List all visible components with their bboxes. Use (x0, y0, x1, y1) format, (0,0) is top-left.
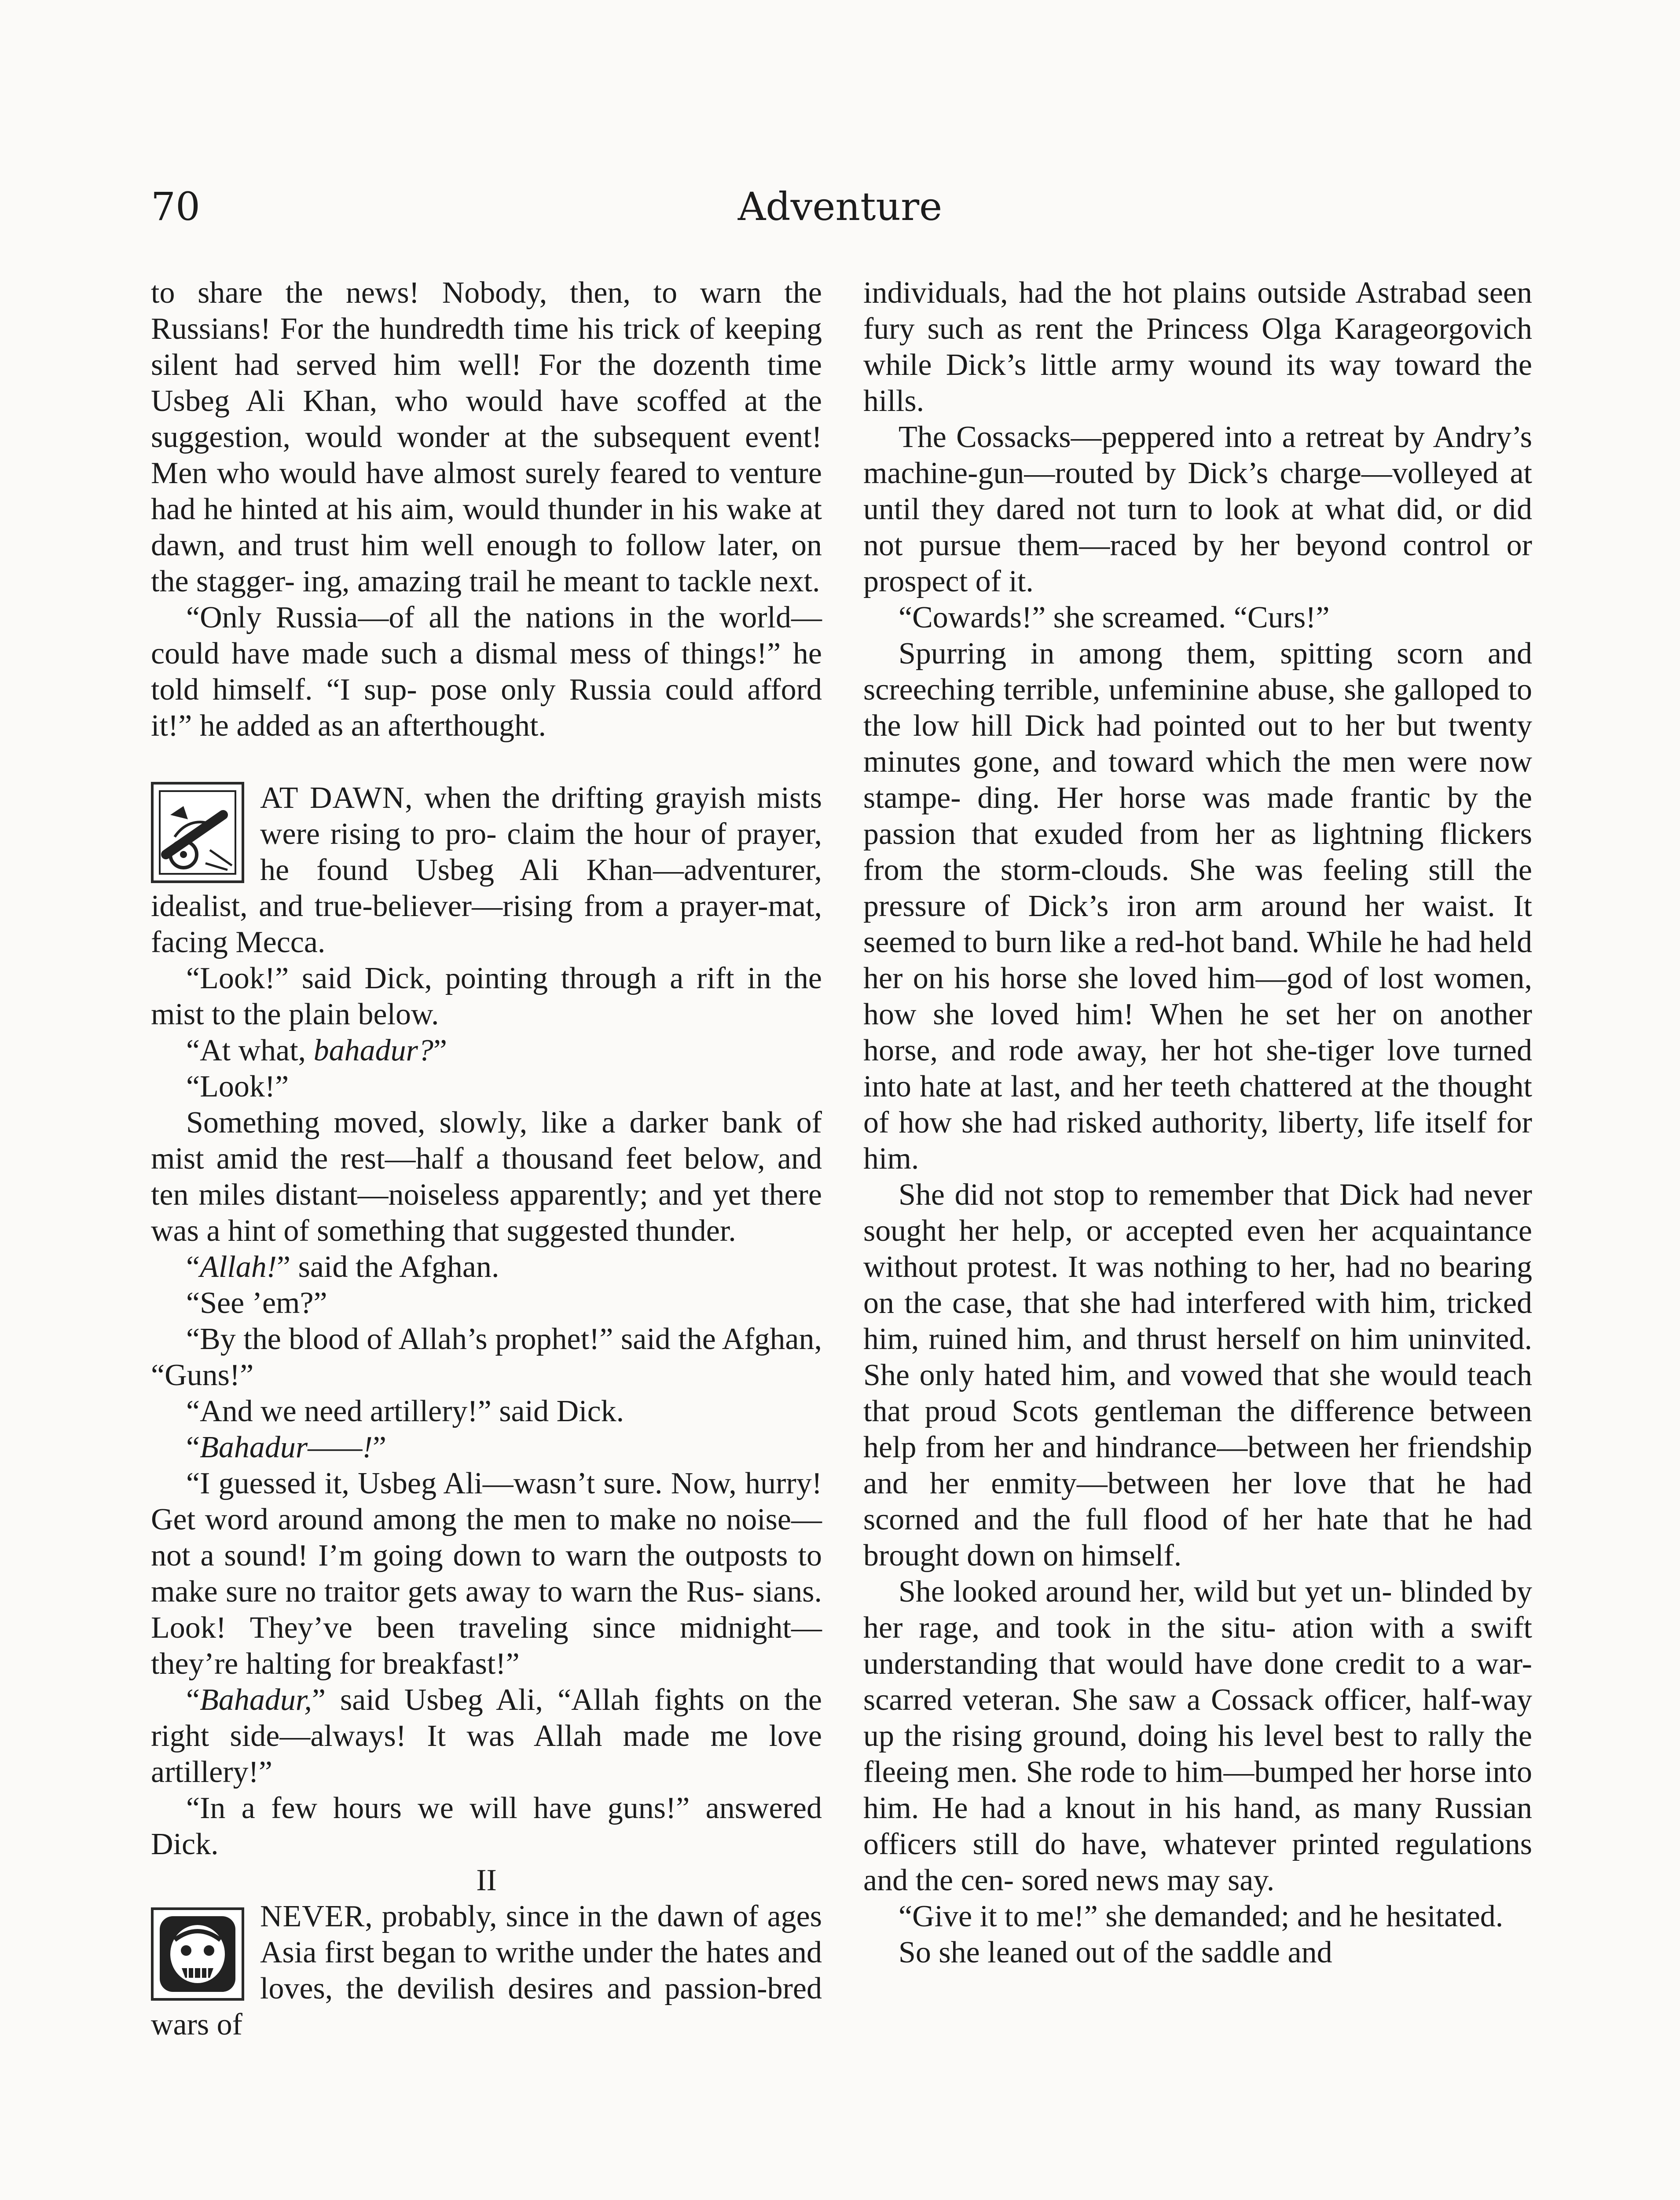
paragraph: individuals, had the hot plains outside Astrabad seen fury such as rent the Princess Olga Karageorgovich while Dick’s little army wound its way toward the hills. (863, 276, 1532, 418)
dropcap-lead: NEVER, (260, 1899, 373, 1933)
paragraph: She looked around her, wild but yet un- blinded by her rage, and took in the situ- ation with a swift understanding that would have done credit to a war-scarred veteran. She saw a Cossack officer, half-way up the rising ground, doing his level best to rally the fleeing men. She rode to him—bumped her horse into him. He had a knout in his hand, as many Russian officers still do have, whatever printed regulations and the cen- sored news may say. (863, 1575, 1532, 1897)
left-column (151, 275, 822, 2043)
paragraph: “Look!” said Dick, pointing through a rift in the mist to the plain below. (151, 961, 822, 1031)
paragraph: “At what, bahadur?” (186, 1034, 447, 1067)
cannon-dropcap-icon (151, 782, 244, 883)
dropcap-text: probably, since in the dawn of ages Asia first began to writhe under the hates and loves, the devilish desires and passion-bred wars of (151, 1899, 822, 2042)
paragraph: She did not stop to remember that Dick had never sought her help, or accepted even her acquaintance without protest. It was nothing to her, had no bearing on the case, that she had interfered with him, tricked him, ruined him, and thrust herself on him uninvited. She only hated him, and vowed that she would teach that proud Scots gentleman the difference between help from her and hindrance—between her friendship and her enmity—between her love that he had scorned and the full flood of her hate that he had brought down on himself. (863, 1178, 1532, 1573)
paragraph: “Look!” (186, 1070, 289, 1104)
paragraph: “Give it to me!” she demanded; and he hesitated. (899, 1899, 1504, 1933)
section-number: II (476, 1863, 497, 1897)
paragraph: “Bahadur,” said Usbeg Ali, “Allah fights on the right side—always! It was Allah made me love artillery!” (151, 1683, 822, 1789)
dropcap-lead: AT DAWN, (260, 781, 413, 815)
paragraph: “In a few hours we will have guns!” answered Dick. (151, 1791, 822, 1861)
paragraph: “Allah!” said the Afghan. (186, 1250, 499, 1284)
paragraph: “And we need artillery!” said Dick. (186, 1394, 624, 1428)
paragraph: So she leaned out of the saddle and (899, 1936, 1332, 1969)
paragraph: “Bahadur——!” (186, 1430, 386, 1464)
paragraph: Spurring in among them, spitting scorn and screeching terrible, unfeminine abuse, she galloped to the low hill Dick had pointed out to her but twenty minutes gone, and toward which the men were now stampe- ding. Her horse was made frantic by the passion that exuded from her as lightning flickers from the storm-clouds. She was feeling still the pressure of Dick’s iron arm around her waist. It seemed to burn like a red-hot band. While he had held her on his horse she loved him—god of lost women, how she loved him! When he set her on another horse, and rode away, her hot she-tiger love turned into hate at last, and her teeth chattered at the thought of how she had risked authority, liberty, life itself for him. (863, 637, 1532, 1176)
paragraph: “By the blood of Allah’s prophet!” said the Afghan, “Guns!” (151, 1322, 822, 1392)
mask-dropcap-icon (151, 1907, 244, 2001)
paragraph: to share the news! Nobody, then, to warn the Russians! For the hundredth time his trick of keeping silent had served him well! For the dozenth time Usbeg Ali Khan, who would have scoffed at the suggestion, would wonder at the subsequent event! Men who would have almost surely feared to venture had he hinted at his aim, would thunder in his wake at dawn, and trust him well enough to follow later, on the stagger- ing, amazing trail he meant to tackle next. (151, 276, 822, 598)
paragraph: “Only Russia—of all the nations in the world—could have made such a dismal mess of things!” he told himself. “I sup- pose only Russia could afford it!” he added as an afterthought. (151, 601, 822, 743)
paragraph: “Cowards!” she screamed. “Curs!” (899, 601, 1330, 634)
paragraph: Something moved, slowly, like a darker bank of mist amid the rest—half a thousand feet below, and ten miles distant—noiseless apparently; and yet there was a hint of something that suggested thunder. (151, 1106, 822, 1248)
dropcap-paragraph (151, 780, 822, 961)
paragraph: “I guessed it, Usbeg Ali—wasn’t sure. Now, hurry! Get word around among the men to make no noise—not a sound! I’m going down to warn the outposts to make sure no traitor gets away to warn the Rus- sians. Look! They’ve been traveling since midnight—they’re halting for breakfast!” (151, 1467, 822, 1681)
paragraph: The Cossacks—peppered into a retreat by Andry’s machine-gun—routed by Dick’s charge—volleyed at until they dared not turn to look at what did, or did not pursue them—raced by her beyond control or prospect of it. (863, 420, 1532, 598)
paragraph: “See ’em?” (186, 1286, 327, 1320)
right-column (863, 275, 1532, 1971)
dropcap-paragraph (151, 1899, 822, 2043)
running-head: Adventure (737, 184, 943, 229)
page-number: 70 (151, 184, 200, 229)
dropcap-text: when the drifting grayish mists were rising to pro- claim the hour of prayer, he found Usbeg Ali Khan—adventurer, idealist, and true-believer—rising from a prayer-mat, facing Mecca. (151, 781, 822, 959)
